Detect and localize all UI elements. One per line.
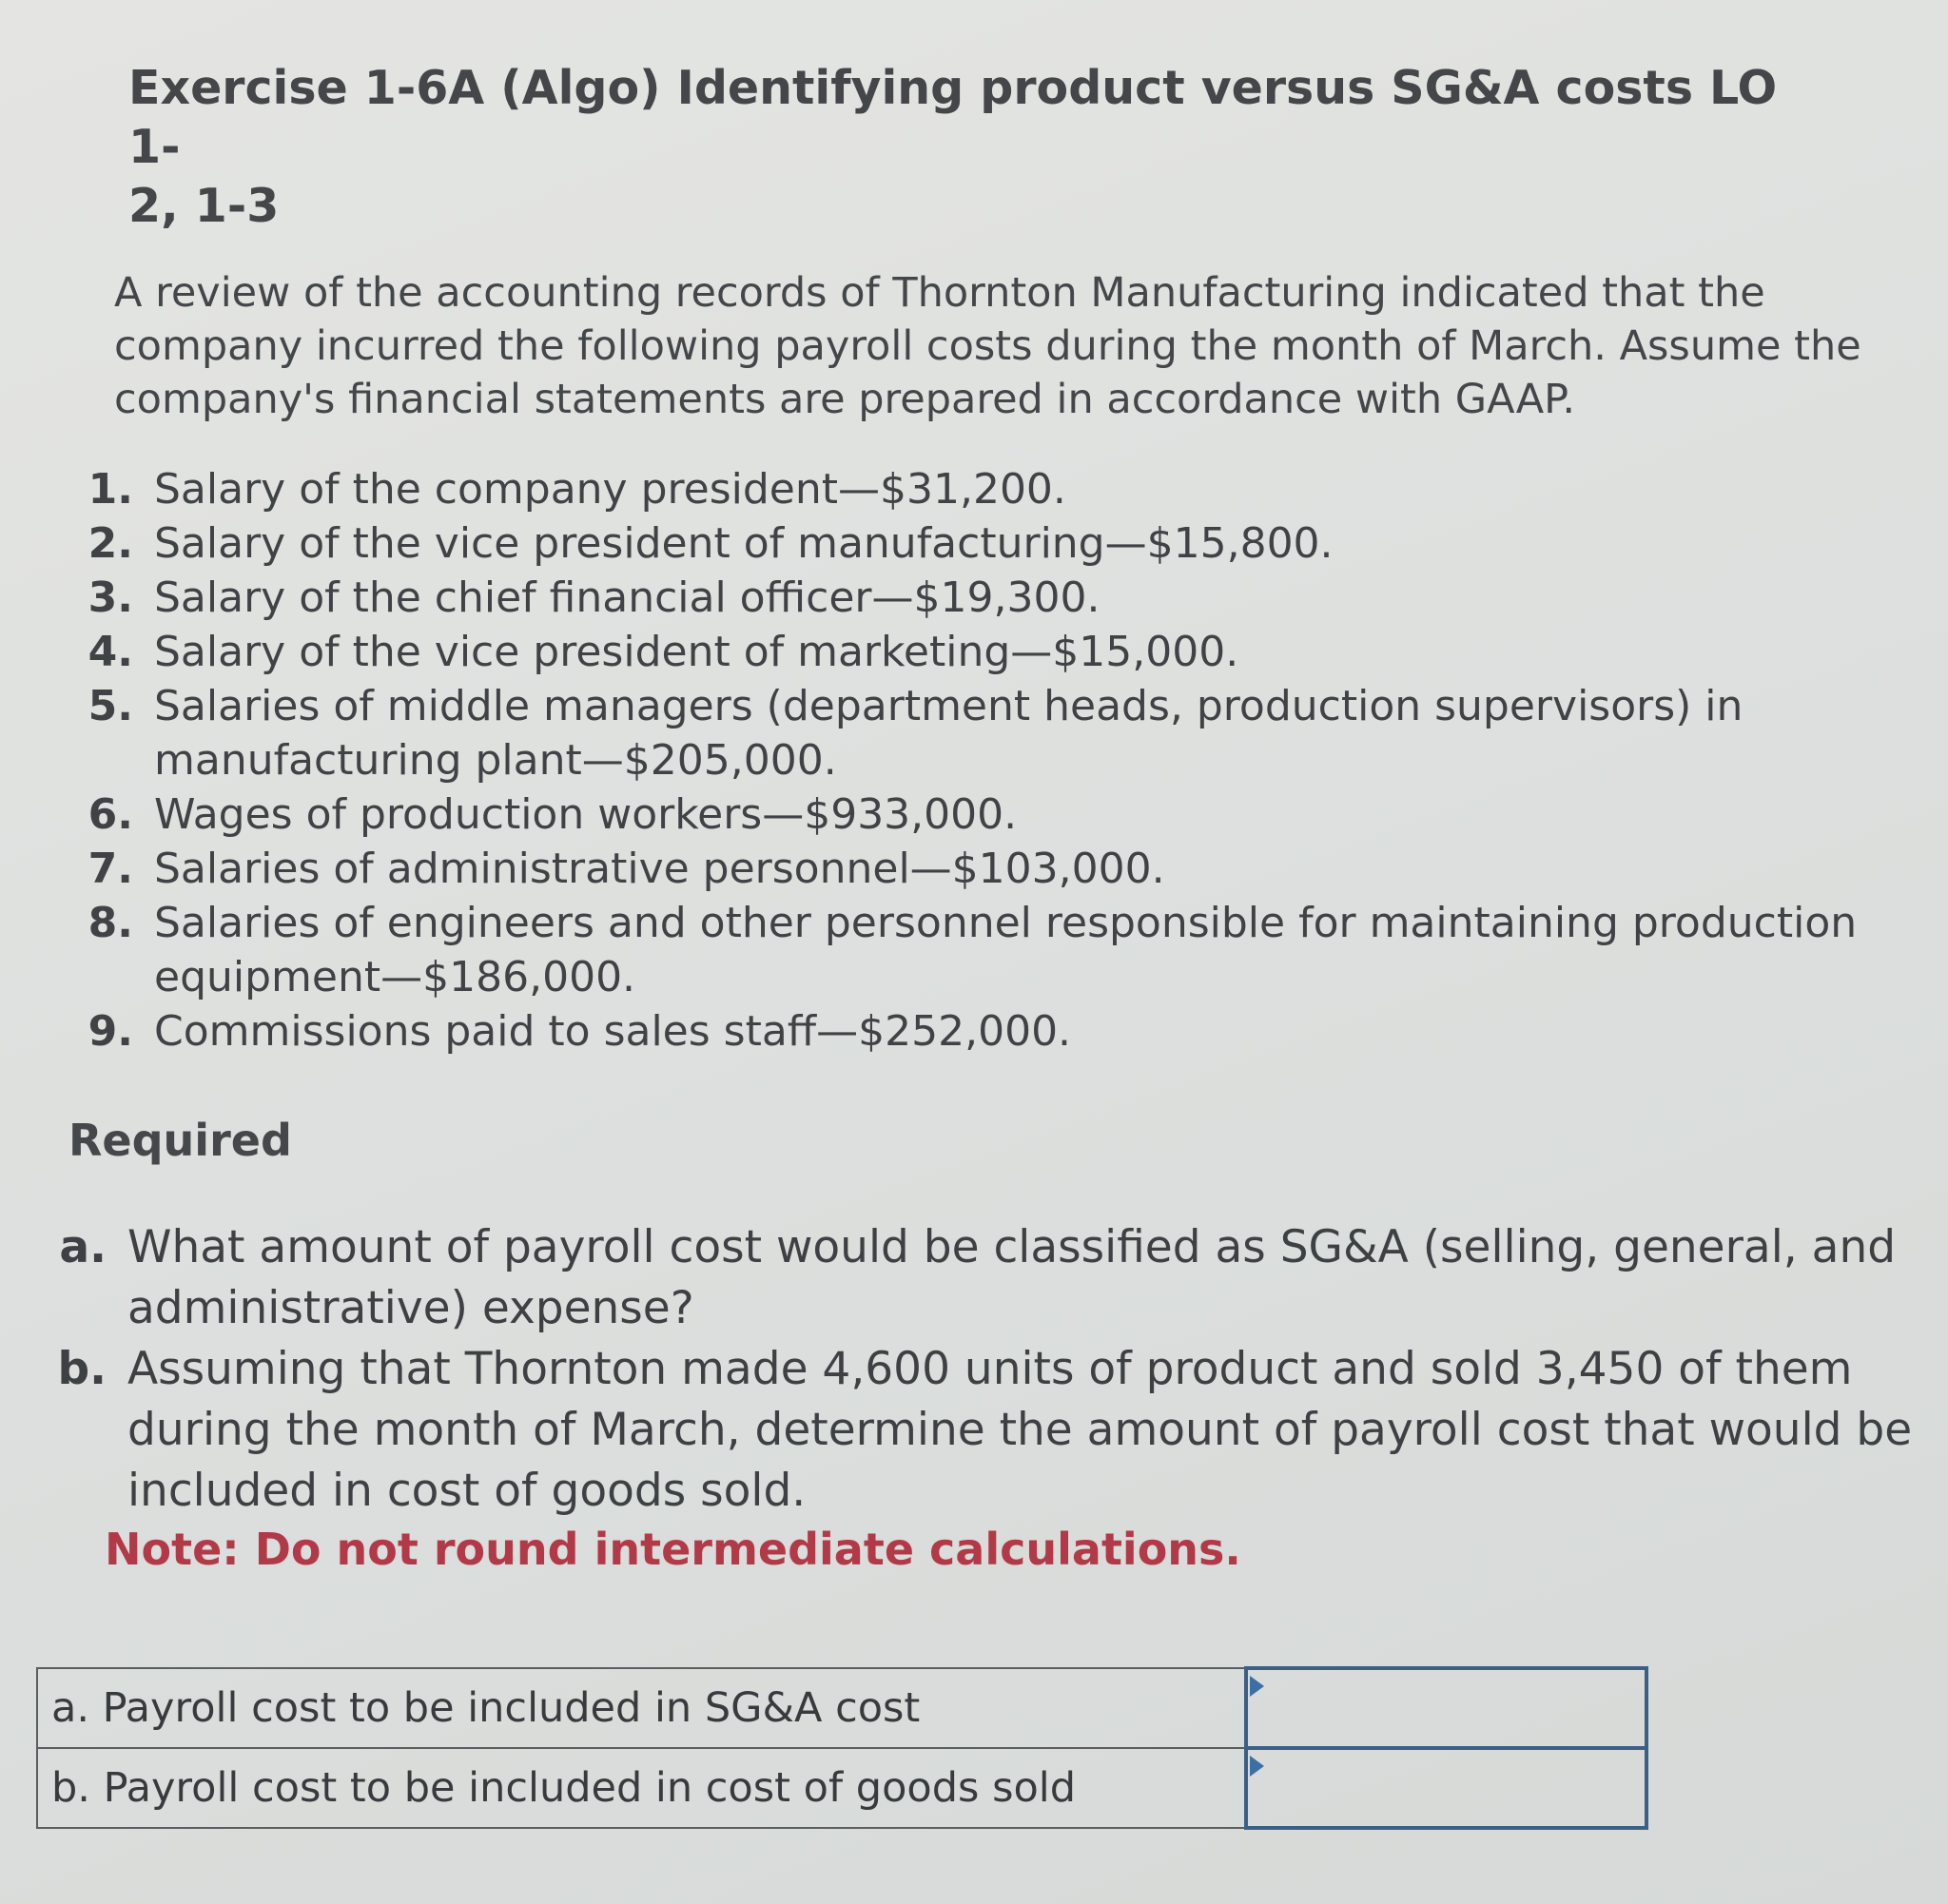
item-text: Salary of the chief financial officer—$19,300. [154,573,1101,622]
answer-label-cogs: b. Payroll cost to be included in cost of goods sold [37,1748,1246,1828]
item-number: 4. [88,628,133,676]
exercise-title [128,59,1841,236]
table-row [37,1668,1646,1748]
item-number: 1. [88,465,133,514]
required-text: What amount of payroll cost would be classified as SG&A (selling, general, and administrative) expense? [127,1221,1897,1334]
required-letter: b. [57,1343,107,1395]
list-item [57,679,1921,787]
required-item [38,1217,1921,1339]
list-item [57,516,1921,571]
item-number: 8. [88,899,133,947]
item-text: Salaries of engineers and other personnel responsible for maintaining production equipment—$186,000. [154,899,1858,1001]
item-text: Salaries of middle managers (department heads, production supervisors) in manufacturing plant—$205,000. [154,682,1743,785]
item-text: Wages of production workers—$933,000. [154,790,1018,839]
item-number: 5. [88,682,133,730]
list-item [57,1004,1921,1059]
item-number: 6. [88,790,133,839]
required-item [38,1339,1921,1522]
required-letter: a. [59,1221,107,1273]
item-number: 9. [88,1007,133,1056]
answer-table [36,1666,1648,1830]
answer-cell-sga[interactable] [1246,1668,1646,1748]
answer-cell-cogs[interactable] [1246,1748,1646,1828]
item-number: 7. [88,845,133,893]
table-row [37,1748,1646,1828]
list-item [57,462,1921,516]
required-heading: Required [68,1115,292,1166]
list-item [57,842,1921,896]
input-marker-icon [1250,1756,1264,1777]
title-line-1: Exercise 1-6A (Algo) Identifying product versus SG&A costs LO 1- [128,61,1778,174]
input-marker-icon [1250,1676,1264,1697]
item-text: Salary of the vice president of marketing—$15,000. [154,628,1239,676]
list-item [57,787,1921,842]
item-number: 3. [88,573,133,622]
cogs-cost-input[interactable] [1261,1758,1635,1817]
sga-cost-input[interactable] [1261,1679,1635,1738]
item-text: Salaries of administrative personnel—$103,000. [154,845,1165,893]
title-line-2: 2, 1-3 [128,179,280,233]
item-number: 2. [88,519,133,568]
list-item [57,625,1921,679]
item-text: Salary of the company president—$31,200. [154,465,1066,514]
intro-paragraph: A review of the accounting records of Thornton Manufacturing indicated that the company incurred the following payroll costs during the month of March. Assume the company's financial statements are prepared in accordance with GAAP. [114,269,1861,423]
list-item [57,571,1921,625]
item-text: Salary of the vice president of manufacturing—$15,800. [154,519,1334,568]
answer-label-sga: a. Payroll cost to be included in SG&A cost [37,1668,1246,1748]
item-text: Commissions paid to sales staff—$252,000. [154,1007,1072,1056]
required-list [38,1217,1921,1522]
payroll-cost-list [57,462,1921,1059]
required-text: Assuming that Thornton made 4,600 units of product and sold 3,450 of them during the month of March, determine the amount of payroll cost that would be included in cost of goods sold. [127,1343,1913,1517]
rounding-note: Note: Do not round intermediate calculations. [105,1524,1241,1575]
list-item [57,896,1921,1004]
